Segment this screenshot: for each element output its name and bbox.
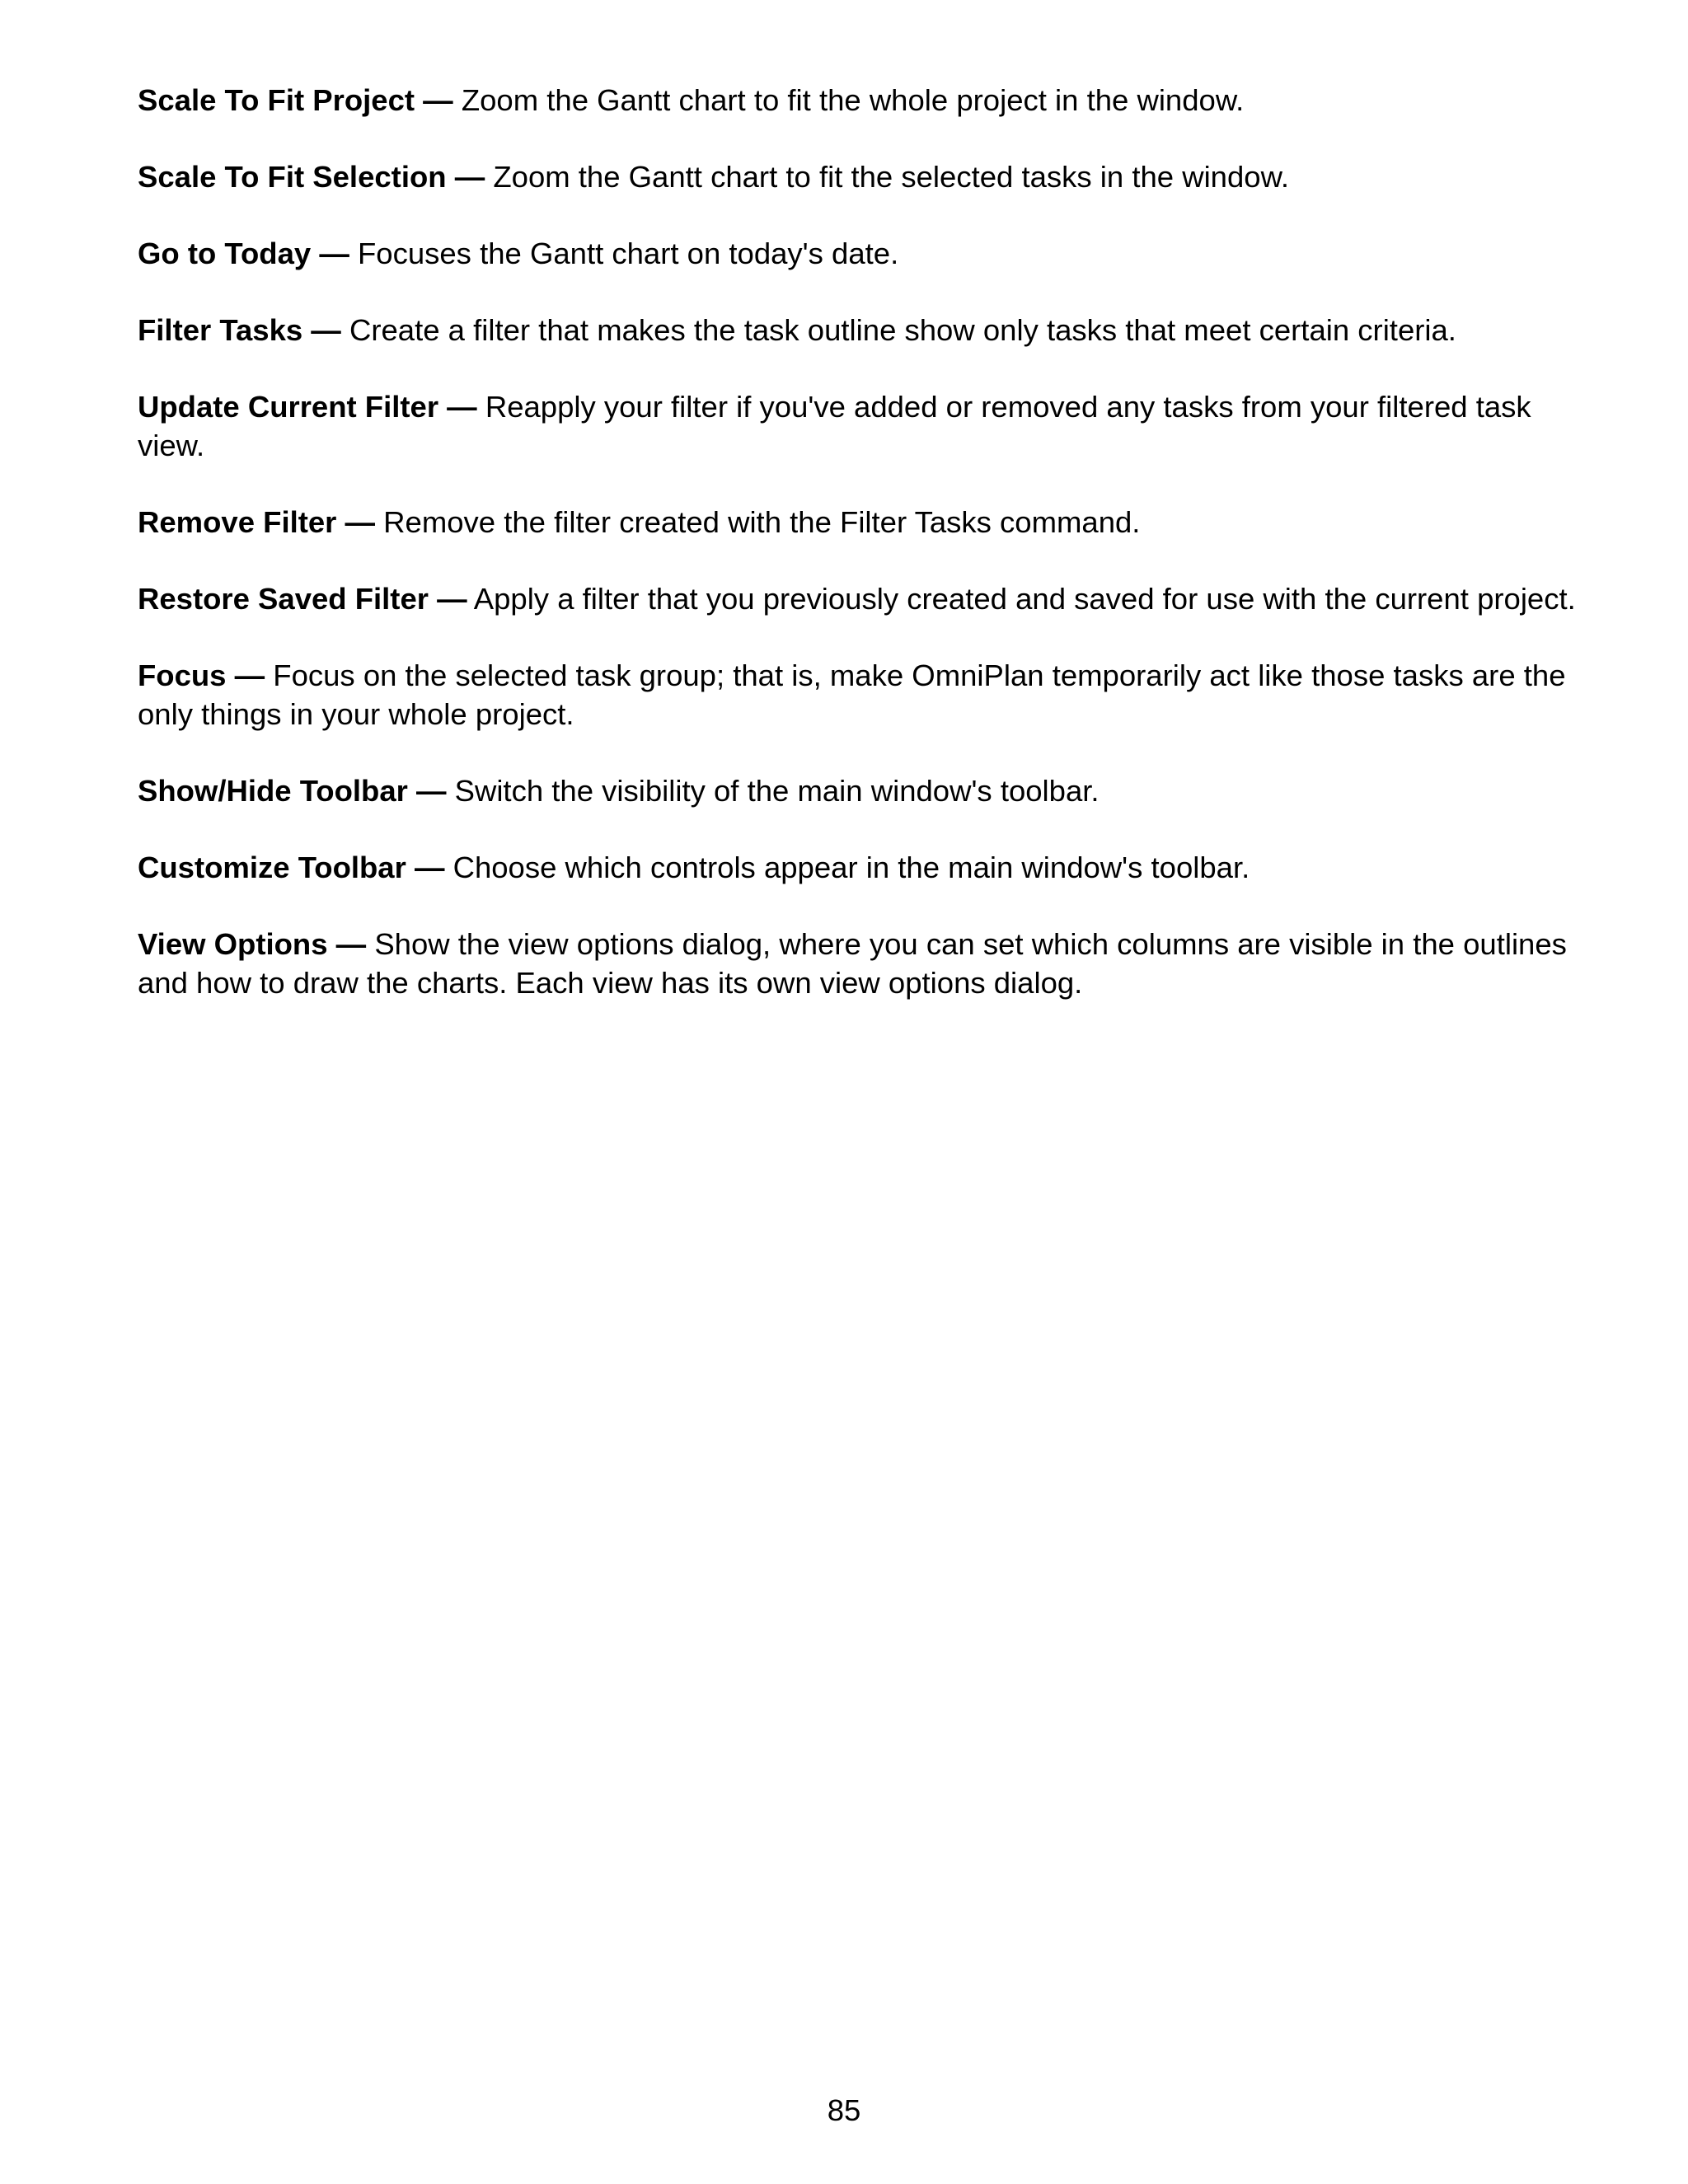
entry-description: Zoom the Gantt chart to fit the selected tasks in the window.: [485, 160, 1290, 194]
entry-term: Focus —: [138, 658, 265, 692]
page-number: 85: [827, 2093, 861, 2127]
entry-update-current-filter: [138, 387, 1580, 465]
entry-description: Focuses the Gantt chart on today's date.: [349, 237, 899, 270]
entry-term: View Options —: [138, 927, 367, 961]
entry-description: Apply a filter that you previously created and saved for use with the current project.: [467, 582, 1576, 616]
entry-term: Go to Today —: [138, 237, 349, 270]
entry-term: Scale To Fit Selection —: [138, 160, 485, 194]
entry-customize-toolbar: [138, 848, 1580, 887]
entry-description: Zoom the Gantt chart to fit the whole project in the window.: [452, 83, 1245, 117]
entry-term: Filter Tasks —: [138, 313, 341, 347]
entry-term: Customize Toolbar —: [138, 851, 445, 884]
entry-term: Update Current Filter —: [138, 390, 477, 424]
entry-term: Show/Hide Toolbar —: [138, 774, 447, 808]
entry-focus: [138, 656, 1580, 733]
entry-description: Show the view options dialog, where you can set which columns are visible in the outlines and how to draw the charts. Each view has its own view options dialog.: [138, 927, 1567, 1000]
entry-remove-filter: [138, 503, 1580, 541]
entry-description: Remove the filter created with the Filter Tasks command.: [375, 505, 1141, 539]
entry-description: Choose which controls appear in the main window's toolbar.: [444, 851, 1250, 884]
entry-filter-tasks: [138, 311, 1580, 349]
entry-show-hide-toolbar: [138, 771, 1580, 810]
entry-description: Switch the visibility of the main window's toolbar.: [446, 774, 1100, 808]
entry-term: Scale To Fit Project —: [138, 83, 453, 117]
entry-view-options: [138, 925, 1580, 1002]
entry-description: Focus on the selected task group; that is, make OmniPlan temporarily act like those tasks are the only things in your whole project.: [138, 658, 1566, 731]
entry-restore-saved-filter: [138, 579, 1580, 618]
entry-description: Create a filter that makes the task outline show only tasks that meet certain criteria.: [340, 313, 1456, 347]
entry-scale-to-fit-project: [138, 81, 1580, 120]
entry-scale-to-fit-selection: [138, 157, 1580, 196]
entry-term: Restore Saved Filter —: [138, 582, 467, 616]
entry-go-to-today: [138, 234, 1580, 273]
entry-description: Reapply your filter if you've added or removed any tasks from your filtered task view.: [138, 390, 1531, 462]
entry-term: Remove Filter —: [138, 505, 376, 539]
command-list: [138, 81, 1580, 1040]
